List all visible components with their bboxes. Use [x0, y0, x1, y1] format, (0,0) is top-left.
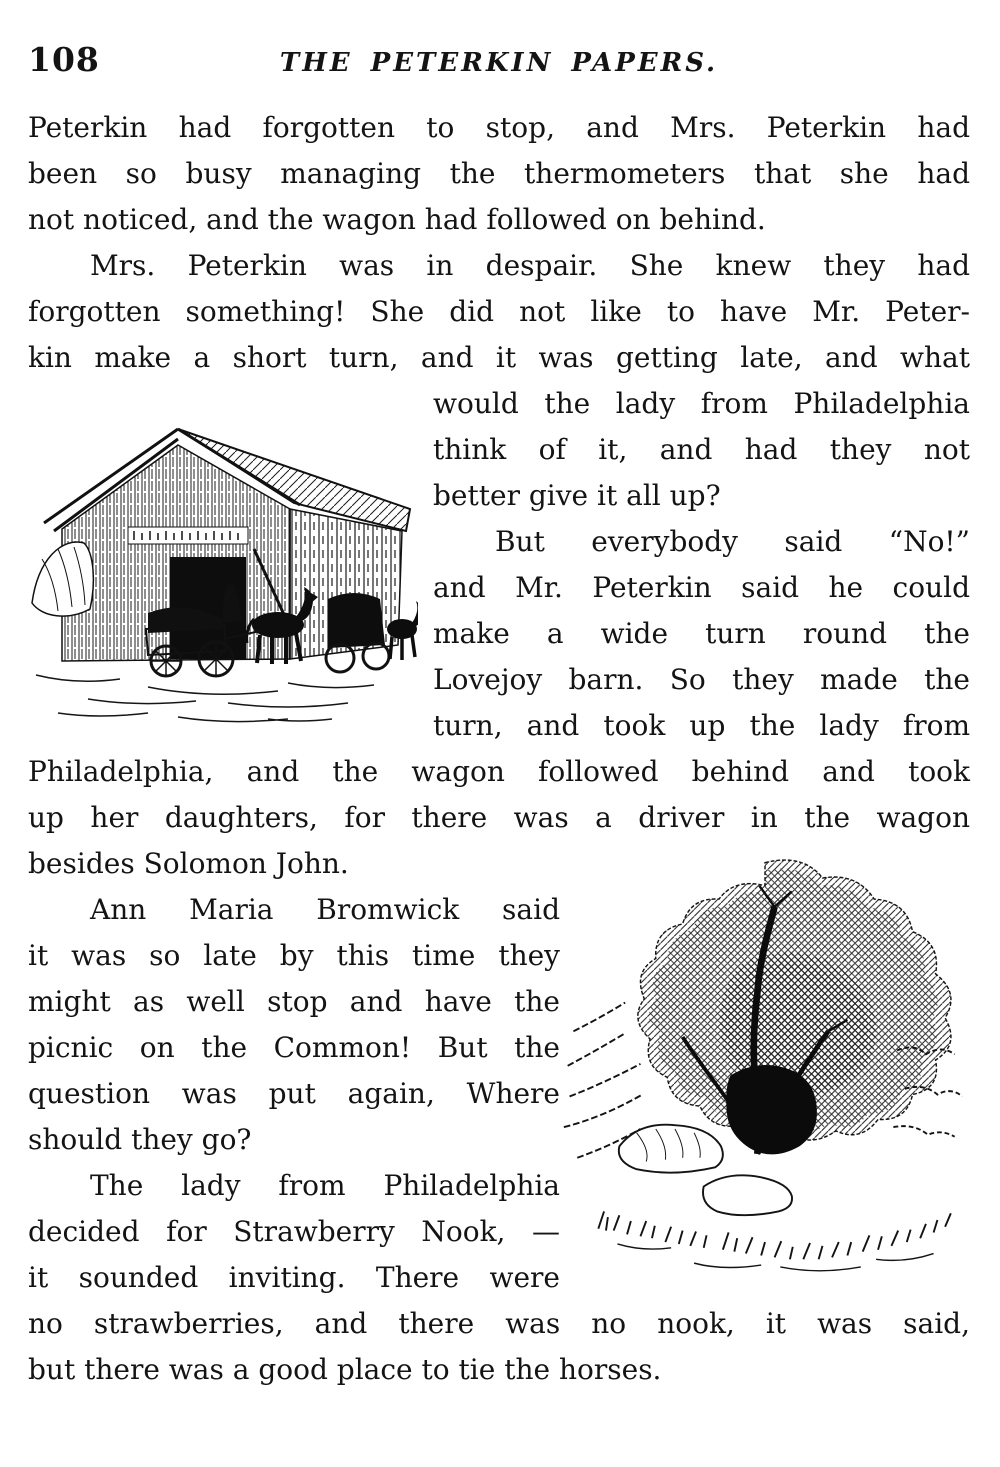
grass-tufts [598, 1211, 706, 1247]
barn-section [28, 381, 970, 749]
text-line: might as well stop and have the [28, 985, 560, 1018]
rock [619, 1125, 723, 1173]
text-line: But everybody said “No!” [495, 525, 970, 558]
barn-illustration [28, 407, 418, 725]
haystack [32, 542, 93, 616]
paragraph-block-top [28, 105, 970, 381]
carriage [328, 593, 385, 648]
text-line: The lady from Philadelphia [90, 1169, 560, 1202]
text-line: Philadelphia, and the wagon followed behind and took [28, 755, 970, 788]
text-column-left [28, 887, 560, 1301]
text-line: Mrs. Peterkin was in despair. She knew they had [90, 249, 970, 282]
text-line: should they go? [28, 1123, 252, 1156]
text-line: Ann Maria Bromwick said [90, 893, 560, 926]
text-line: it sounded inviting. There were [28, 1261, 560, 1294]
barn-figure [28, 381, 433, 749]
text-line: Lovejoy barn. So they made the [433, 663, 970, 696]
text-line: no strawberries, and there was no nook, it was said, [28, 1307, 970, 1340]
rock [703, 1175, 792, 1215]
text-line: but there was a good place to tie the horses. [28, 1353, 662, 1386]
nook-illustration [560, 849, 970, 1273]
text-line: question was put again, Where [28, 1077, 560, 1110]
text-line: it was so late by this time they [28, 939, 560, 972]
page-header [28, 40, 970, 79]
paragraph-block-bottom [28, 1301, 970, 1393]
text-line: decided for Strawberry Nook, — [28, 1215, 560, 1248]
text-line: think of it, and had they not [433, 433, 970, 466]
nook-section [28, 887, 970, 1301]
text-line: and Mr. Peterkin said he could [433, 571, 970, 604]
shadow-hollow [726, 1065, 817, 1154]
grass-tufts [723, 1232, 851, 1259]
text-line: make a wide turn round the [433, 617, 970, 650]
text-line: been so busy managing the thermometers that she had [28, 157, 970, 190]
text-line: not noticed, and the wagon had followed on behind. [28, 203, 766, 236]
grass-tufts [863, 1213, 951, 1251]
text-line: kin make a short turn, and it was getting late, and what [28, 341, 970, 374]
text-line: up her daughters, for there was a driver in the wagon [28, 801, 970, 834]
wheel-spokes [152, 647, 180, 675]
text-line: forgotten something! She did not like to have Mr. Peter- [28, 295, 970, 328]
text-column-right [433, 381, 970, 749]
text-line: would the lady from Philadelphia [433, 387, 970, 420]
running-title: THE PETERKIN PAPERS. [279, 48, 719, 78]
text-line: better give it all up? [433, 479, 721, 512]
ground-strokes [36, 675, 374, 722]
page-number: 108 [28, 40, 100, 79]
text-line: turn, and took up the lady from [433, 709, 970, 742]
text-line: besides Solomon John. [28, 847, 349, 880]
text-line: Peterkin had forgotten to stop, and Mrs. Peterkin had [28, 111, 970, 144]
horse-neck [412, 601, 418, 627]
text-line: picnic on the Common! But the [28, 1031, 560, 1064]
nook-figure [560, 849, 970, 1301]
